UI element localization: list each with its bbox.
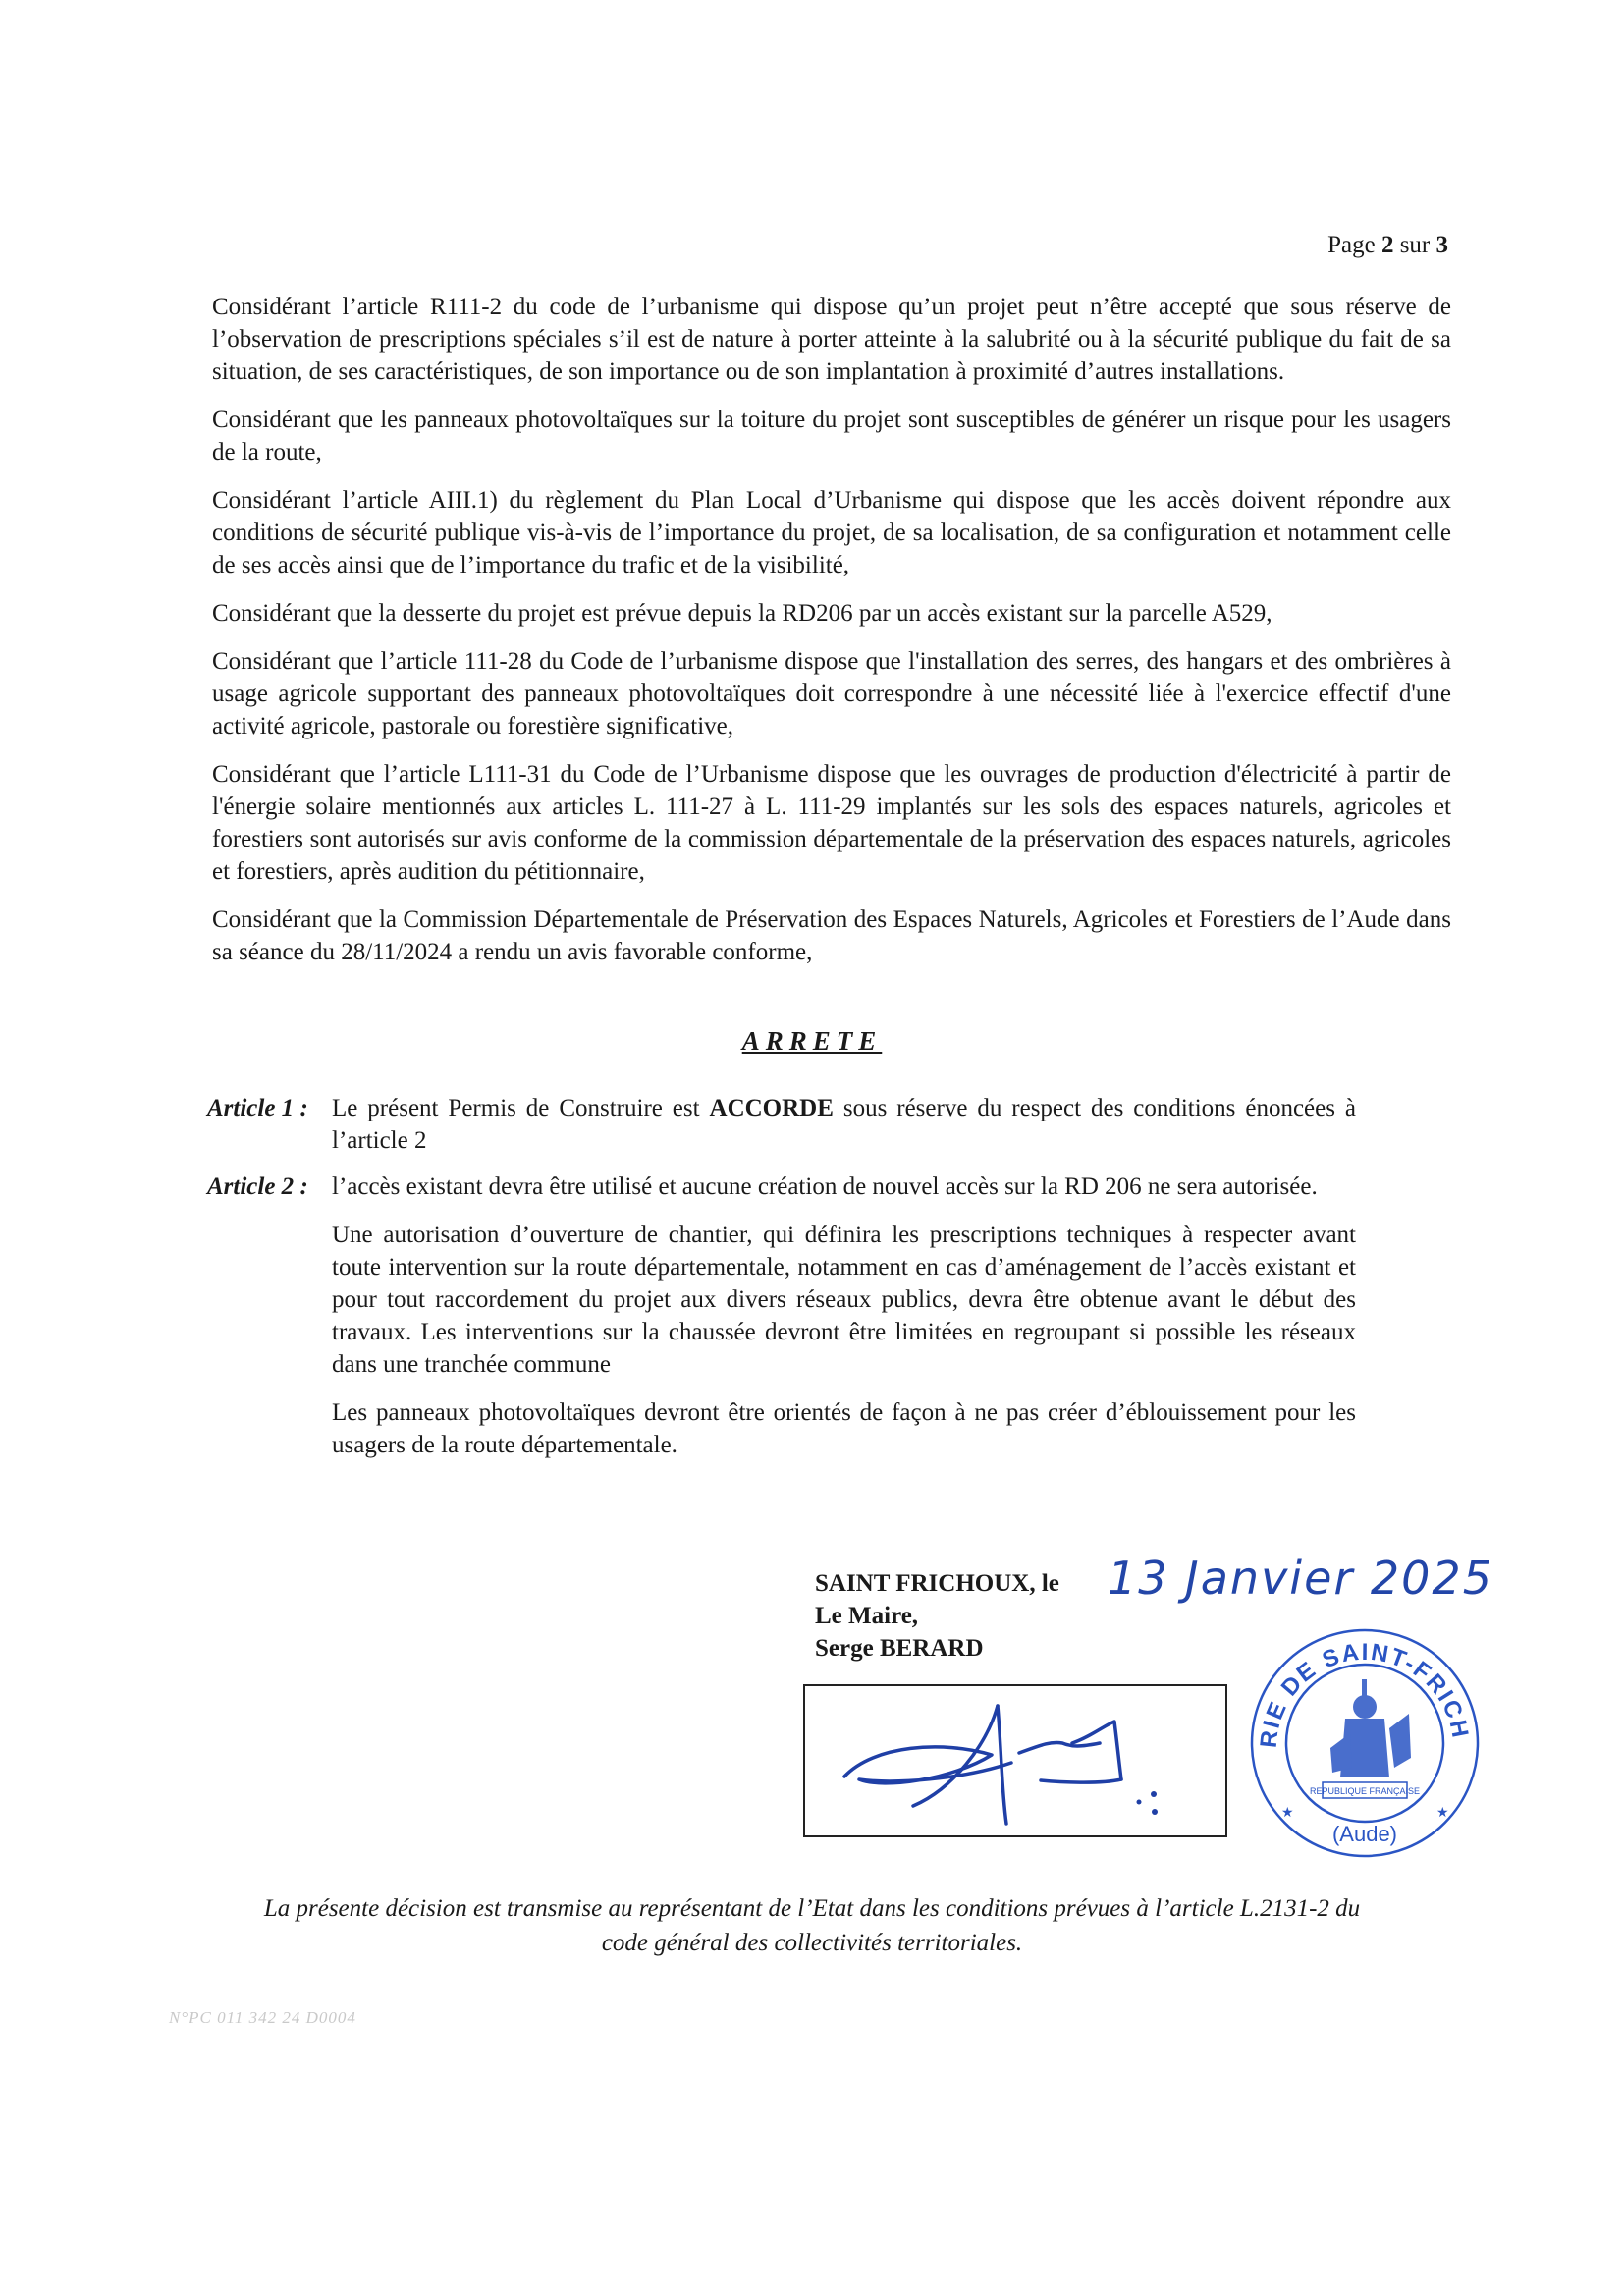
permit-reference-number: N°PC 011 342 24 D0004 [169,2008,356,2027]
considerant-paragraph: Considérant l’article R111-2 du code de l’urbanisme qui dispose qu’un projet peut n’être accepté que sous réserve de l’observation de prescriptions spéciales s’il est de nature à porter atteinte à la salubrité ou à la sécurité publique du fait de sa situation, de ses caractéristiques, de son importance ou de son implantation à proximité d’autres installations. [212,294,1451,385]
article-2-paragraph: Les panneaux photovoltaïques devront être orientés de façon à ne pas créer d’éblouissement pour les usagers de la route départementale. [332,1399,1356,1458]
considerant-paragraph: Considérant que la Commission Départementale de Préservation des Espaces Naturels, Agricoles et Forestiers de l’Aude dans sa séance du 28/11/2024 a rendu un avis favorable conforme, [212,906,1451,965]
article-1-label: Article 1 : [207,1095,308,1121]
town-hall-stamp [1242,1620,1488,1866]
article-2 [207,1171,1356,1477]
transmission-notice: La présente décision est transmise au représentant de l’Etat dans les conditions prévues à l’article L.2131-2 du code général des collectivités territoriales. [263,1895,1361,1956]
article-2-paragraph: l’accès existant devra être utilisé et aucune création de nouvel accès sur la RD 206 ne sera autorisée. [332,1174,1318,1200]
considerant-paragraph: Considérant que la desserte du projet est prévue depuis la RD206 par un accès existant sur la parcelle A529, [212,600,1272,627]
signature-name: Serge BERARD [815,1635,984,1662]
considerant-paragraph: Considérant que l’article 111-28 du Code de l’urbanisme dispose que l'installation des serres, des hangars et des ombrières à usage agricole supportant des panneaux photovoltaïques doit correspondre à une nécessité liée à l'exercice effectif d'une activité agricole, pastorale ou forestière significative, [212,648,1451,739]
official-seal-icon [1242,1620,1488,1866]
svg-text:MAIRIE DE SAINT-FRICHOUX: RIE DE SAINT-FRICH [1255,1638,1474,1749]
handwritten-date: 13 Janvier 2025 [1108,1552,1493,1605]
considerant-paragraph: Considérant que les panneaux photovoltaïques sur la toiture du projet sont susceptibles de générer un risque pour les usagers de la route, [212,407,1451,465]
article-2-label: Article 2 : [207,1174,308,1200]
considerants-section [212,291,1451,984]
signature-place: SAINT FRICHOUX, le [815,1570,1059,1597]
svg-text:★: ★ [1281,1805,1294,1821]
considerant-paragraph: Considérant que l’article L111-31 du Code de l’Urbanisme dispose que les ouvrages de production d'électricité à partir de l'énergie solaire mentionnés aux articles L. 111-27 à L. 111-29 implantés sur les sols des espaces naturels, agricoles et forestiers sont autorisés sur avis conforme de la commission départementale de la préservation des espaces naturels, agricoles et forestiers, après audition du pétitionnaire, [212,761,1451,885]
signature-box [803,1684,1227,1837]
article-1-body: Le présent Permis de Construire est ACCORDE sous réserve du respect des conditions énoncées à l’article 2 [332,1095,1356,1154]
considerant-paragraph: Considérant l’article AIII.1) du règlement du Plan Local d’Urbanisme qui dispose que les accès doivent répondre aux conditions de sécurité publique vis-à-vis de l’importance du projet, de sa localisation, de sa configuration et notamment celle de ses accès ainsi que de l’importance du trafic et de la visibilité, [212,487,1451,578]
article-2-paragraph: Une autorisation d’ouverture de chantier, qui définira les prescriptions techniques à respecter avant toute intervention sur la route départementale, notamment en cas d’aménagement de l’accès existant et pour tout raccordement du projet aux divers réseaux publics, devra être obtenue avant le début des travaux. Les interventions sur la chaussée devront être limitées en regroupant si possible les réseaux dans une tranchée commune [332,1222,1356,1378]
svg-text:REPUBLIQUE FRANÇAISE: REPUBLIQUE FRANÇAISE [1309,1786,1421,1796]
svg-text:(Aude): (Aude) [1331,1822,1398,1846]
article-2-body [332,1171,1356,1461]
page-number: Page 2 sur 3 [1327,232,1448,258]
article-1 [207,1092,1356,1173]
signature-role: Le Maire, [815,1603,919,1629]
arrete-title: ARRETE [741,1026,883,1056]
svg-text:★: ★ [1436,1805,1449,1821]
accorde-emphasis: ACCORDE [709,1095,834,1121]
handwritten-signature-icon [805,1686,1225,1835]
signature-block [815,1567,1059,1665]
